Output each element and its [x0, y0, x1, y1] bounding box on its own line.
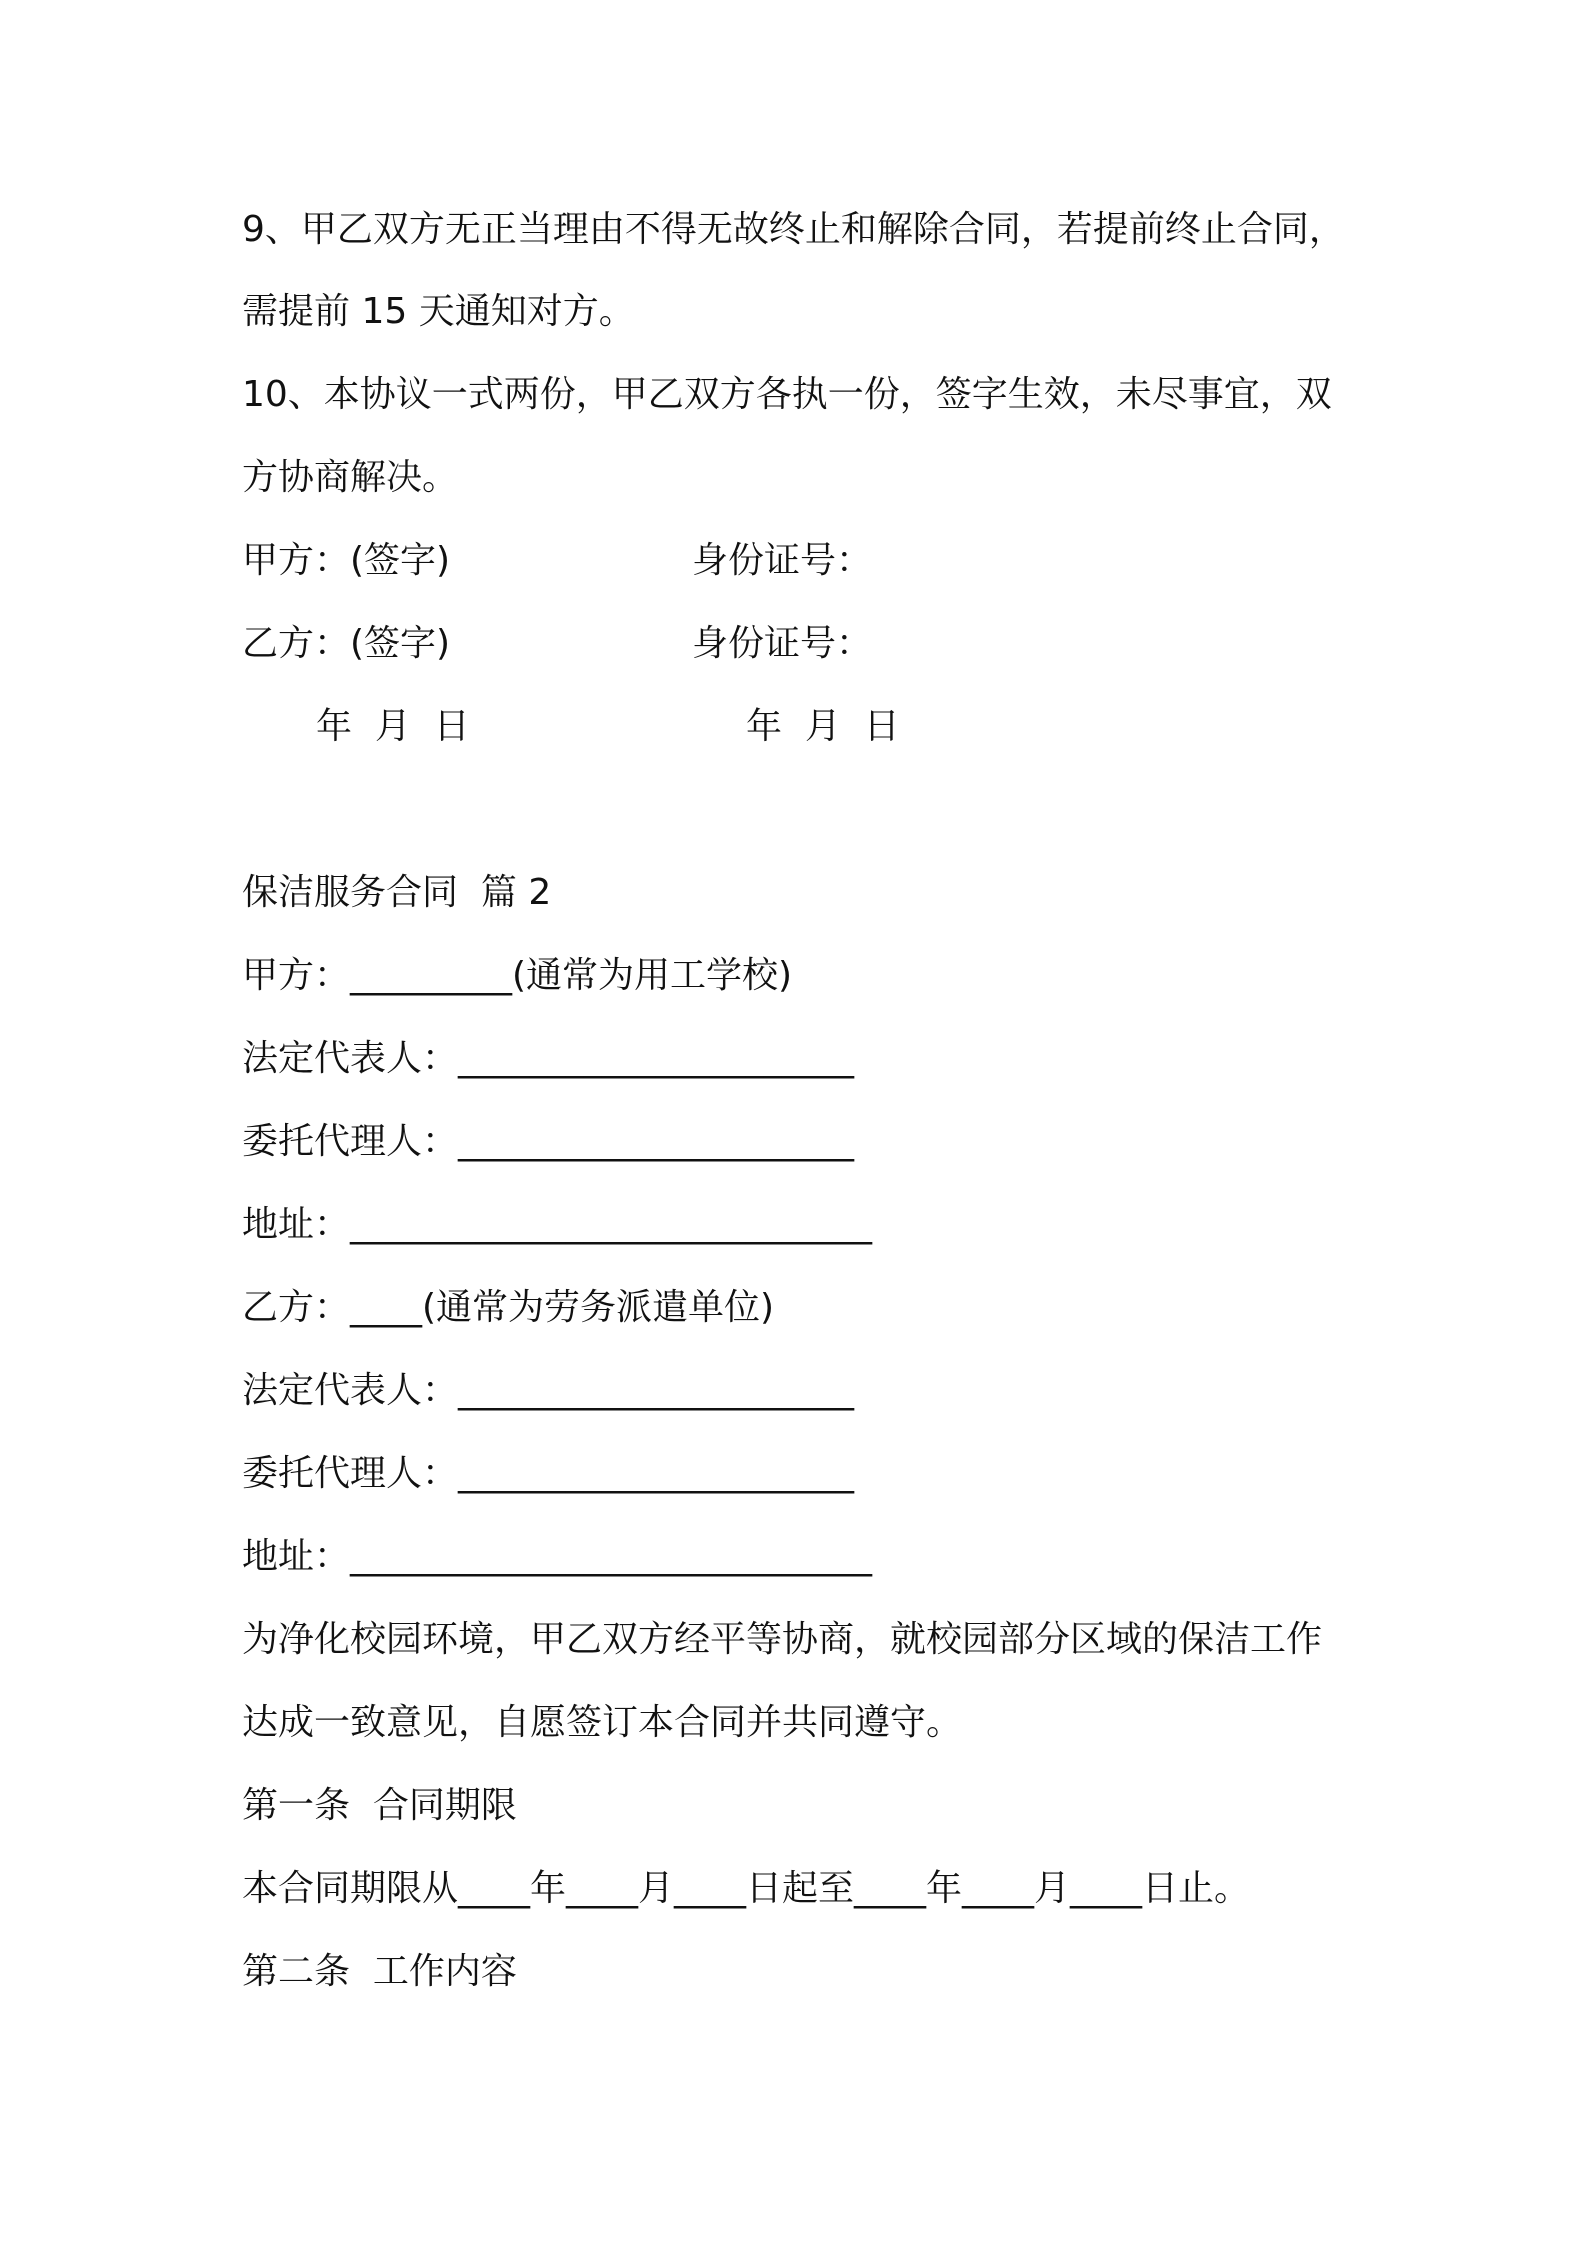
- date-left: 年 月 日: [316, 706, 470, 747]
- clause-10-line-2: 方协商解决。: [242, 457, 459, 498]
- clause-9-line-1: 9、甲乙双方无正当理由不得无故终止和解除合同，若提前终止合同，: [242, 209, 1345, 250]
- party-a-signature: 甲方：(签字): [242, 540, 451, 581]
- party-a-agent: 委托代理人：______________________: [242, 1121, 855, 1162]
- party-a-line: 甲方：_________(通常为用工学校): [242, 955, 793, 996]
- intro-line-2: 达成一致意见，自愿签订本合同并共同遵守。: [242, 1702, 963, 1743]
- clause-9-line-2: 需提前 15 天通知对方。: [242, 291, 635, 332]
- party-a-legal-rep: 法定代表人：______________________: [242, 1038, 855, 1079]
- party-b-line: 乙方：____(通常为劳务派遣单位): [242, 1287, 775, 1328]
- party-b-legal-rep: 法定代表人：______________________: [242, 1370, 855, 1411]
- party-b-signature: 乙方：(签字): [242, 623, 451, 664]
- party-b-agent: 委托代理人：______________________: [242, 1453, 855, 1494]
- party-b-id-number: 身份证号：: [692, 623, 873, 664]
- party-a-id-number: 身份证号：: [692, 540, 873, 581]
- article-2-title: 第二条 工作内容: [242, 1951, 517, 1992]
- article-1-title: 第一条 合同期限: [242, 1785, 517, 1826]
- contract-2-title: 保洁服务合同 篇 2: [242, 872, 552, 913]
- intro-line-1: 为净化校园环境，甲乙双方经平等协商，就校园部分区域的保洁工作: [242, 1619, 1323, 1660]
- article-1-text: 本合同期限从____年____月____日起至____年____月____日止。: [242, 1868, 1251, 1909]
- party-b-address: 地址：_____________________________: [242, 1536, 873, 1577]
- party-a-address: 地址：_____________________________: [242, 1204, 873, 1245]
- clause-10-line-1: 10、本协议一式两份，甲乙双方各执一份，签字生效，未尽事宜，双: [242, 374, 1332, 415]
- date-right: 年 月 日: [746, 706, 900, 747]
